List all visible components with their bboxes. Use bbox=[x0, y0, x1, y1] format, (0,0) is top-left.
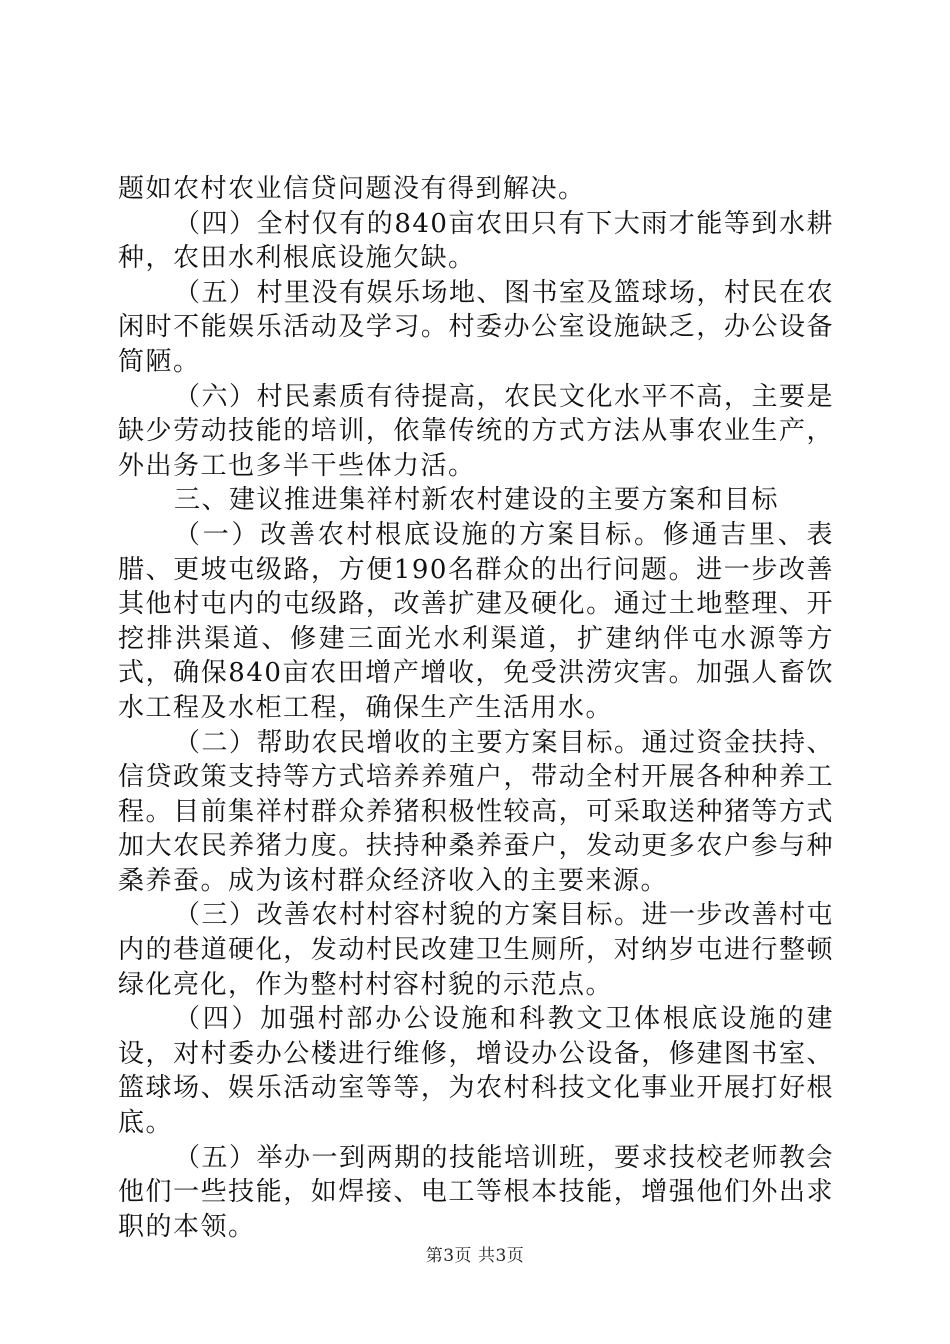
paragraph-10: （五）举办一到两期的技能培训班，要求技校老师教会他们一些技能，如焊接、电工等根本技能，增强他们外出求职的本领。 bbox=[118, 1142, 835, 1242]
paragraph-4: （六）村民素质有待提高，农民文化水平不高，主要是缺少劳动技能的培训，依靠传统的方式方法从事农业生产，外出务工也多半干些体力活。 bbox=[118, 381, 835, 481]
paragraph-9: （四）加强村部办公设施和科教文卫体根底设施的建设，对村委办公楼进行维修，增设办公设备，修建图书室、篮球场、娱乐活动室等等，为农村科技文化事业开展打好根底。 bbox=[118, 1004, 834, 1139]
paragraph-3: （五）村里没有娱乐场地、图书室及篮球场，村民在农闲时不能娱乐活动及学习。村委办公室设施缺乏，办公设备简陋。 bbox=[118, 277, 835, 377]
paragraph-8: （三）改善农村村容村貌的方案目标。进一步改善村屯内的巷道硬化，发动村民改建卫生厕所，对纳岁屯进行整顿绿化亮化，作为整村村容村貌的示范点。 bbox=[118, 900, 835, 1000]
section-heading: 三、建议推进集祥村新农村建设的主要方案和目标 bbox=[174, 485, 780, 516]
paragraph-7: （二）帮助农民增收的主要方案目标。通过资金扶持、信贷政策支持等方式培养养殖户，带动全村开展各种种养工程。目前集祥村群众养猪积极性较高，可采取送种猪等方式加大农民养猪力度。扶持种桑养蚕户，发动更多农户参与种桑养蚕。成为该村群众经济收入的主要来源。 bbox=[118, 727, 835, 896]
paragraph-1: 题如农村农业信贷问题没有得到解决。 bbox=[118, 174, 586, 204]
page-footer: 第3页 共3页 bbox=[425, 1246, 525, 1266]
paragraph-6: （一）改善农村根底设施的方案目标。修通吉里、表腊、更坡屯级路，方便190名群众的出行问题。进一步改善其他村屯内的屯级路，改善扩建及硬化。通过土地整理、开挖排洪渠道、修建三面光水利渠道，扩建纳伴屯水源等方式，确保840亩农田增产增收，免受洪涝灾害。加强人畜饮水工程及水柜工程，确保生产生活用水。 bbox=[118, 519, 834, 723]
document-body bbox=[118, 172, 834, 1244]
paragraph-2: （四）全村仅有的840亩农田只有下大雨才能等到水耕种，农田水利根底设施欠缺。 bbox=[118, 208, 834, 274]
